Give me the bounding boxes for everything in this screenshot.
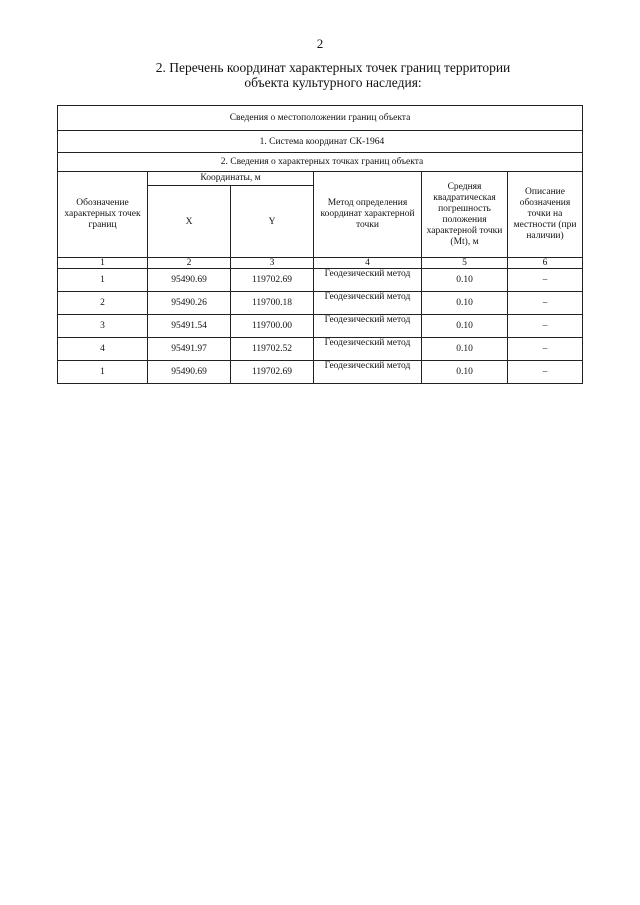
header-designation: Обозначение характерных точек границ: [58, 172, 148, 258]
cell-y: 119700.18: [231, 292, 314, 315]
cell-point: 1: [58, 361, 148, 384]
cell-x: 95491.54: [148, 315, 231, 338]
cell-description: –: [508, 292, 583, 315]
cell-description: –: [508, 315, 583, 338]
cell-y: 119702.52: [231, 338, 314, 361]
cell-error: 0.10: [422, 315, 508, 338]
cell-error: 0.10: [422, 269, 508, 292]
column-number: 1: [58, 258, 148, 269]
points-section-title: 2. Сведения о характерных точках границ объекта: [58, 153, 583, 172]
cell-point: 1: [58, 269, 148, 292]
table-row: [58, 315, 583, 338]
document-title: [150, 60, 516, 90]
cell-x: 95491.97: [148, 338, 231, 361]
title-line-1: 2. Перечень координат характерных точек границ территории: [155, 60, 511, 75]
header-x: X: [148, 186, 231, 258]
header-y: Y: [231, 186, 314, 258]
cell-method: Геодезический метод: [314, 269, 422, 292]
page-number: 2: [316, 36, 324, 51]
column-number: 6: [508, 258, 583, 269]
table-row: [58, 361, 583, 384]
table-row: [58, 269, 583, 292]
coordinate-system: 1. Система координат СК-1964: [58, 131, 583, 153]
cell-method: Геодезический метод: [314, 338, 422, 361]
cell-x: 95490.69: [148, 269, 231, 292]
cell-point: 4: [58, 338, 148, 361]
cell-error: 0.10: [422, 361, 508, 384]
table-row: [58, 338, 583, 361]
cell-description: –: [508, 361, 583, 384]
cell-point: 2: [58, 292, 148, 315]
coordinates-table: [57, 105, 583, 384]
column-number: 2: [148, 258, 231, 269]
cell-x: 95490.26: [148, 292, 231, 315]
cell-y: 119702.69: [231, 361, 314, 384]
column-number: 4: [314, 258, 422, 269]
cell-error: 0.10: [422, 338, 508, 361]
cell-method: Геодезический метод: [314, 292, 422, 315]
cell-y: 119702.69: [231, 269, 314, 292]
cell-error: 0.10: [422, 292, 508, 315]
header-error: Средняя квадратическая погрешность положения характерной точки (Mt), м: [422, 172, 508, 258]
column-number: 3: [231, 258, 314, 269]
table-row: [58, 292, 583, 315]
cell-description: –: [508, 338, 583, 361]
column-number: 5: [422, 258, 508, 269]
cell-method: Геодезический метод: [314, 361, 422, 384]
header-method: Метод определения координат характерной точки: [314, 172, 422, 258]
cell-x: 95490.69: [148, 361, 231, 384]
header-coordinates: Координаты, м: [148, 172, 314, 186]
header-description: Описание обозначения точки на местности (при наличии): [508, 172, 583, 258]
cell-point: 3: [58, 315, 148, 338]
cell-y: 119700.00: [231, 315, 314, 338]
title-line-2: объекта культурного наследия:: [244, 75, 422, 90]
cell-description: –: [508, 269, 583, 292]
cell-method: Геодезический метод: [314, 315, 422, 338]
section-title: Сведения о местоположении границ объекта: [58, 106, 583, 131]
